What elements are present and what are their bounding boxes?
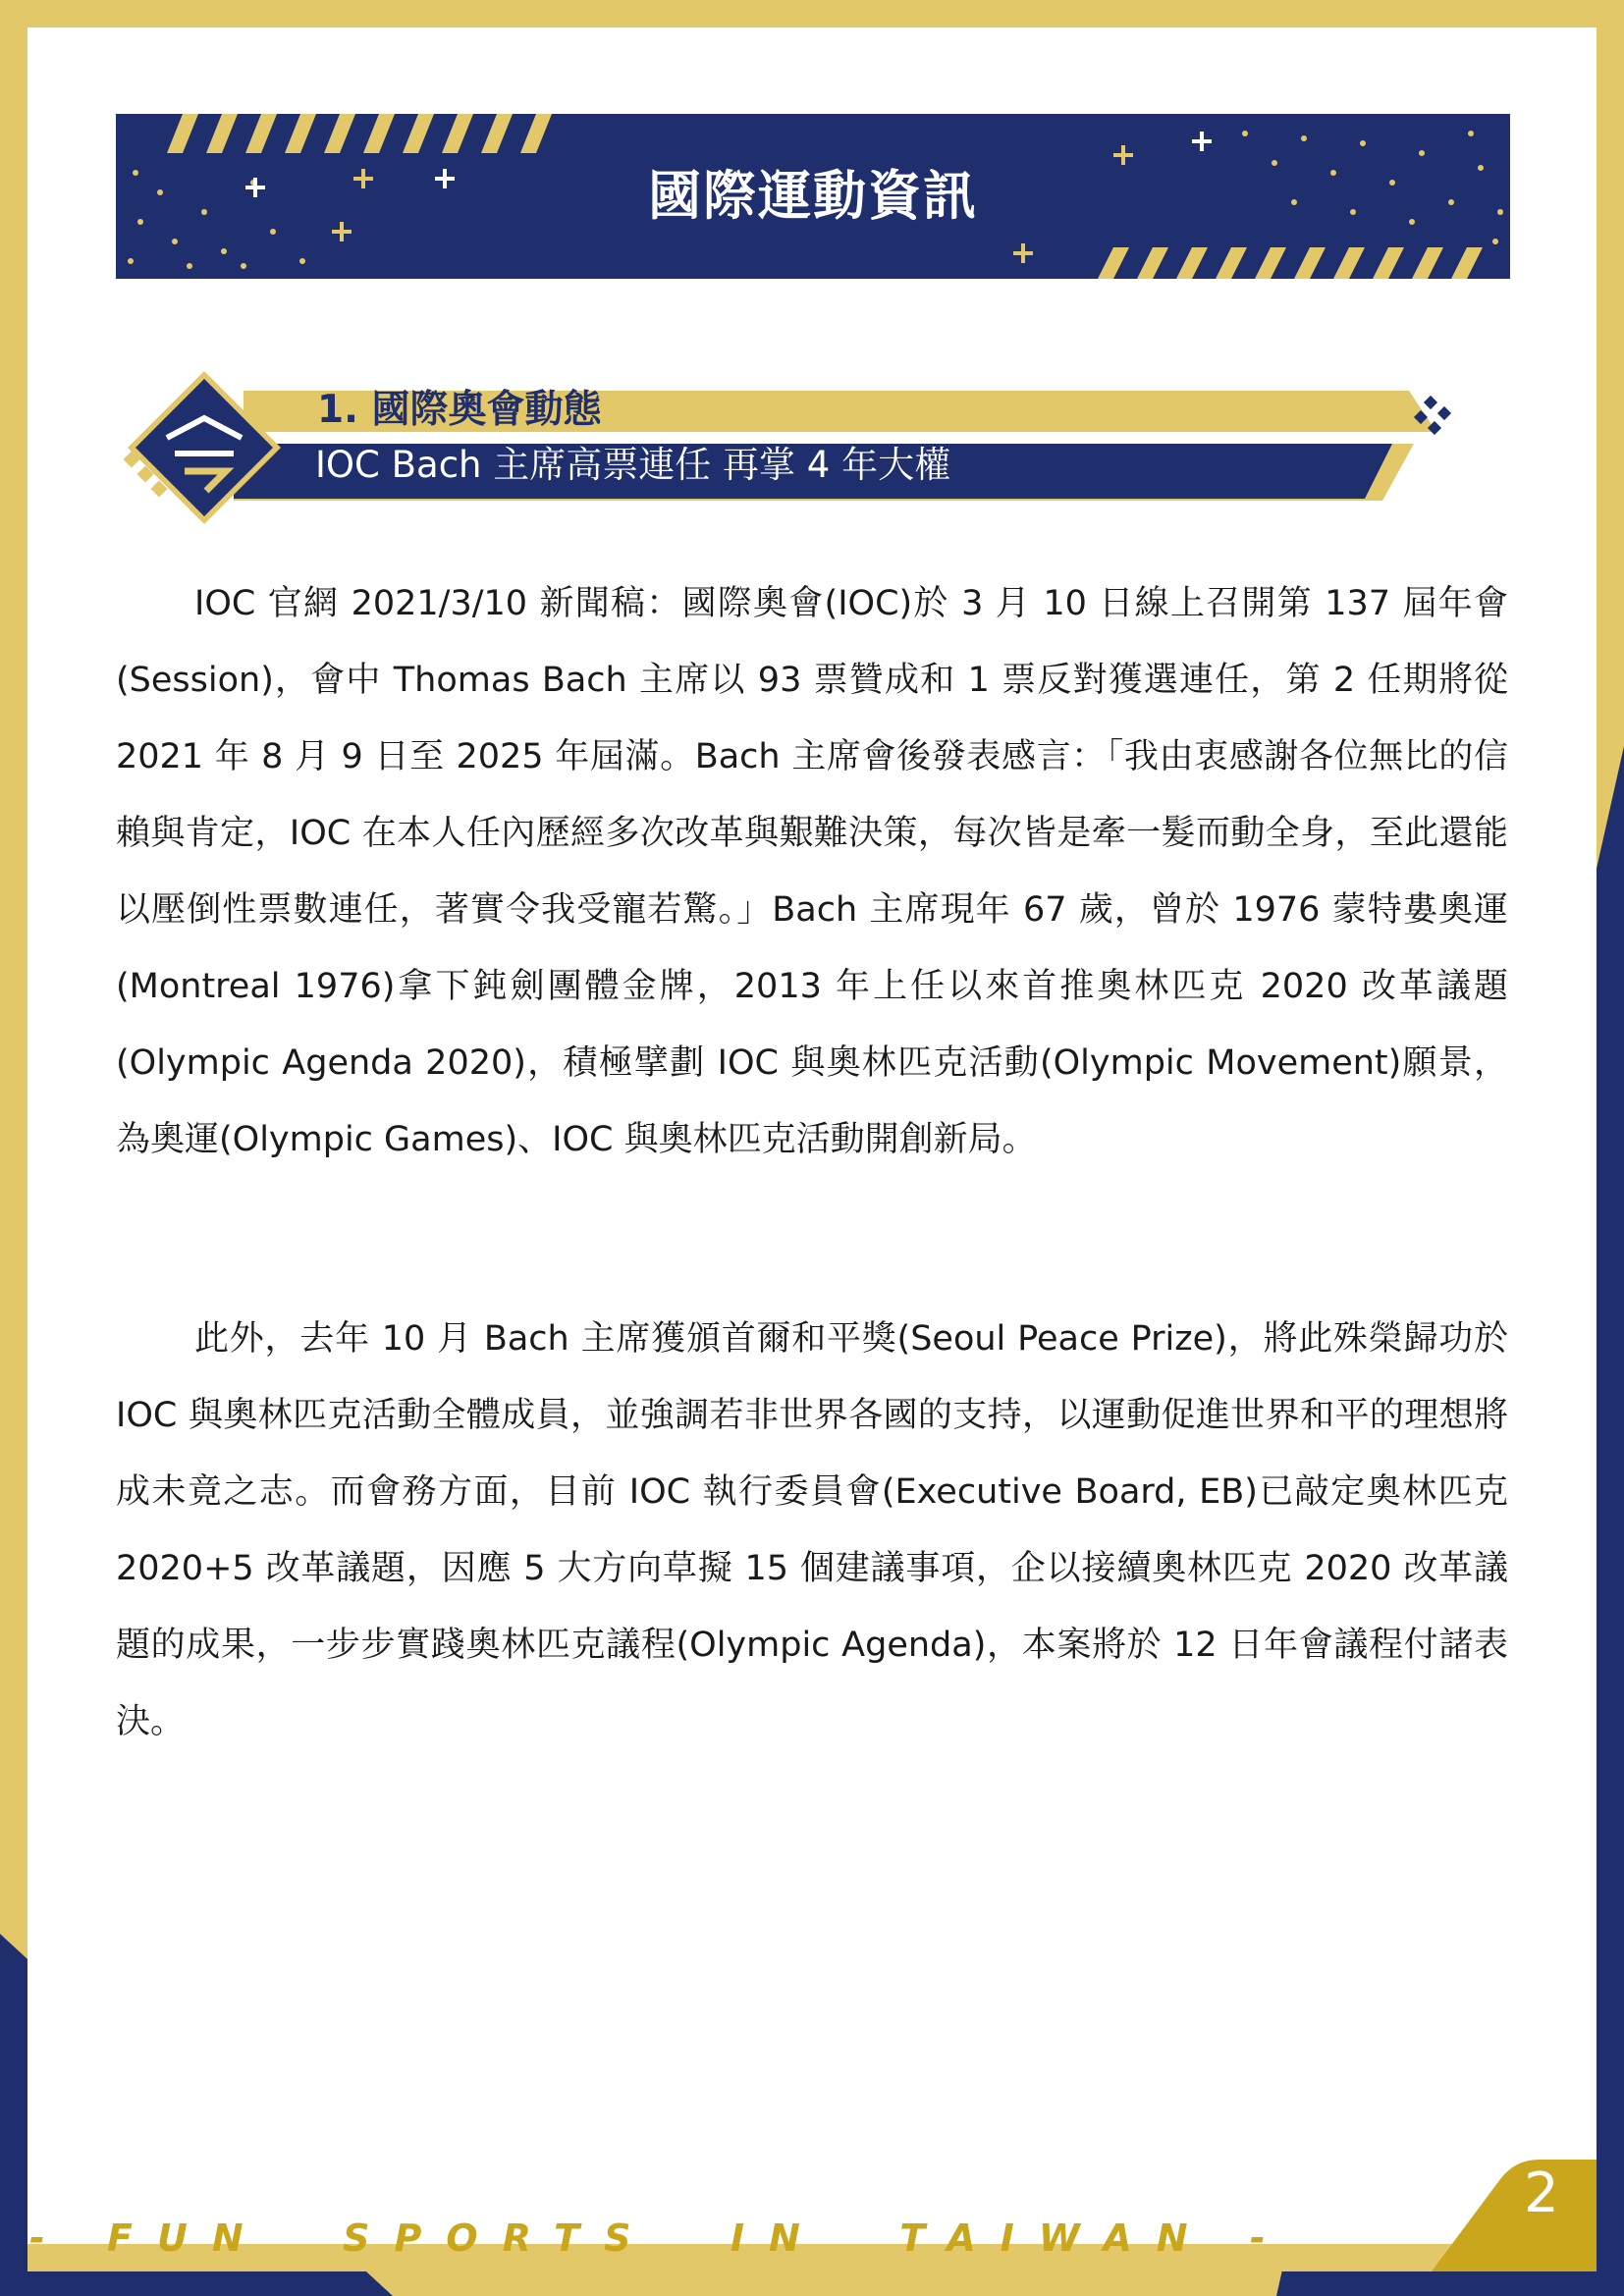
footer-slogan: - FUN SPORTS IN TAIWAN - <box>29 2216 1290 2260</box>
document-page <box>27 27 1597 2271</box>
section-header-graphic <box>116 344 1490 530</box>
page-number: 2 <box>1524 2162 1559 2225</box>
section-subtitle: IOC Bach 主席高票連任 再掌 4 年大權 <box>315 444 951 486</box>
body-paragraph: 此外，去年 10 月 Bach 主席獲頒首爾和平獎(Seoul Peace Prize)，將此殊榮歸功於 IOC 與奧林匹克活動全體成員，並強調若非世界各國的支持，以運動促進世界和平的理想將成未竟之志。而會務方面，目前 IOC 執行委員會(Executive Board, EB)已敲定奧林匹克 2020+5 改革議題，因應 5 大方向草擬 15 個建議事項，企以接續奧林匹克 2020 改革議題的成果，一步步實踐奧林匹克議程(Olympic Agenda)，本案將於 12 日年會議程付諸表決。 <box>116 1319 1508 1741</box>
page-title: 國際運動資訊 <box>648 165 978 227</box>
section-title: 1. 國際奧會動態 <box>317 388 602 432</box>
section-header <box>116 344 1490 530</box>
body-paragraph: IOC 官網 2021/3/10 新聞稿：國際奧會(IOC)於 3 月 10 日線上召開第 137 屆年會(Session)，會中 Thomas Bach 主席以 93 票贊成和 1 票反對獲選連任，第 2 任期將從 2021 年 8 月 9 日至 2025 年屆滿。Bach 主席會後發表感言：「我由衷感謝各位無比的信賴與肯定，IOC 在本人任內歷經多次改革與艱難決策，每次皆是牽一髮而動全身，至此還能以壓倒性票數連任，著實令我受寵若驚。」Bach 主席現年 67 歲，曾於 1976 蒙特婁奧運(Montreal 1976)拿下鈍劍團體金牌，2013 年上任以來首推奧林匹克 2020 改革議題(Olympic Agenda 2020)，積極擘劃 IOC 與奧林匹克活動(Olympic Movement)願景，為奧運(Olympic Games)、IOC 與奧林匹克活動開創新局。 <box>116 584 1508 1159</box>
header-banner <box>116 114 1510 279</box>
